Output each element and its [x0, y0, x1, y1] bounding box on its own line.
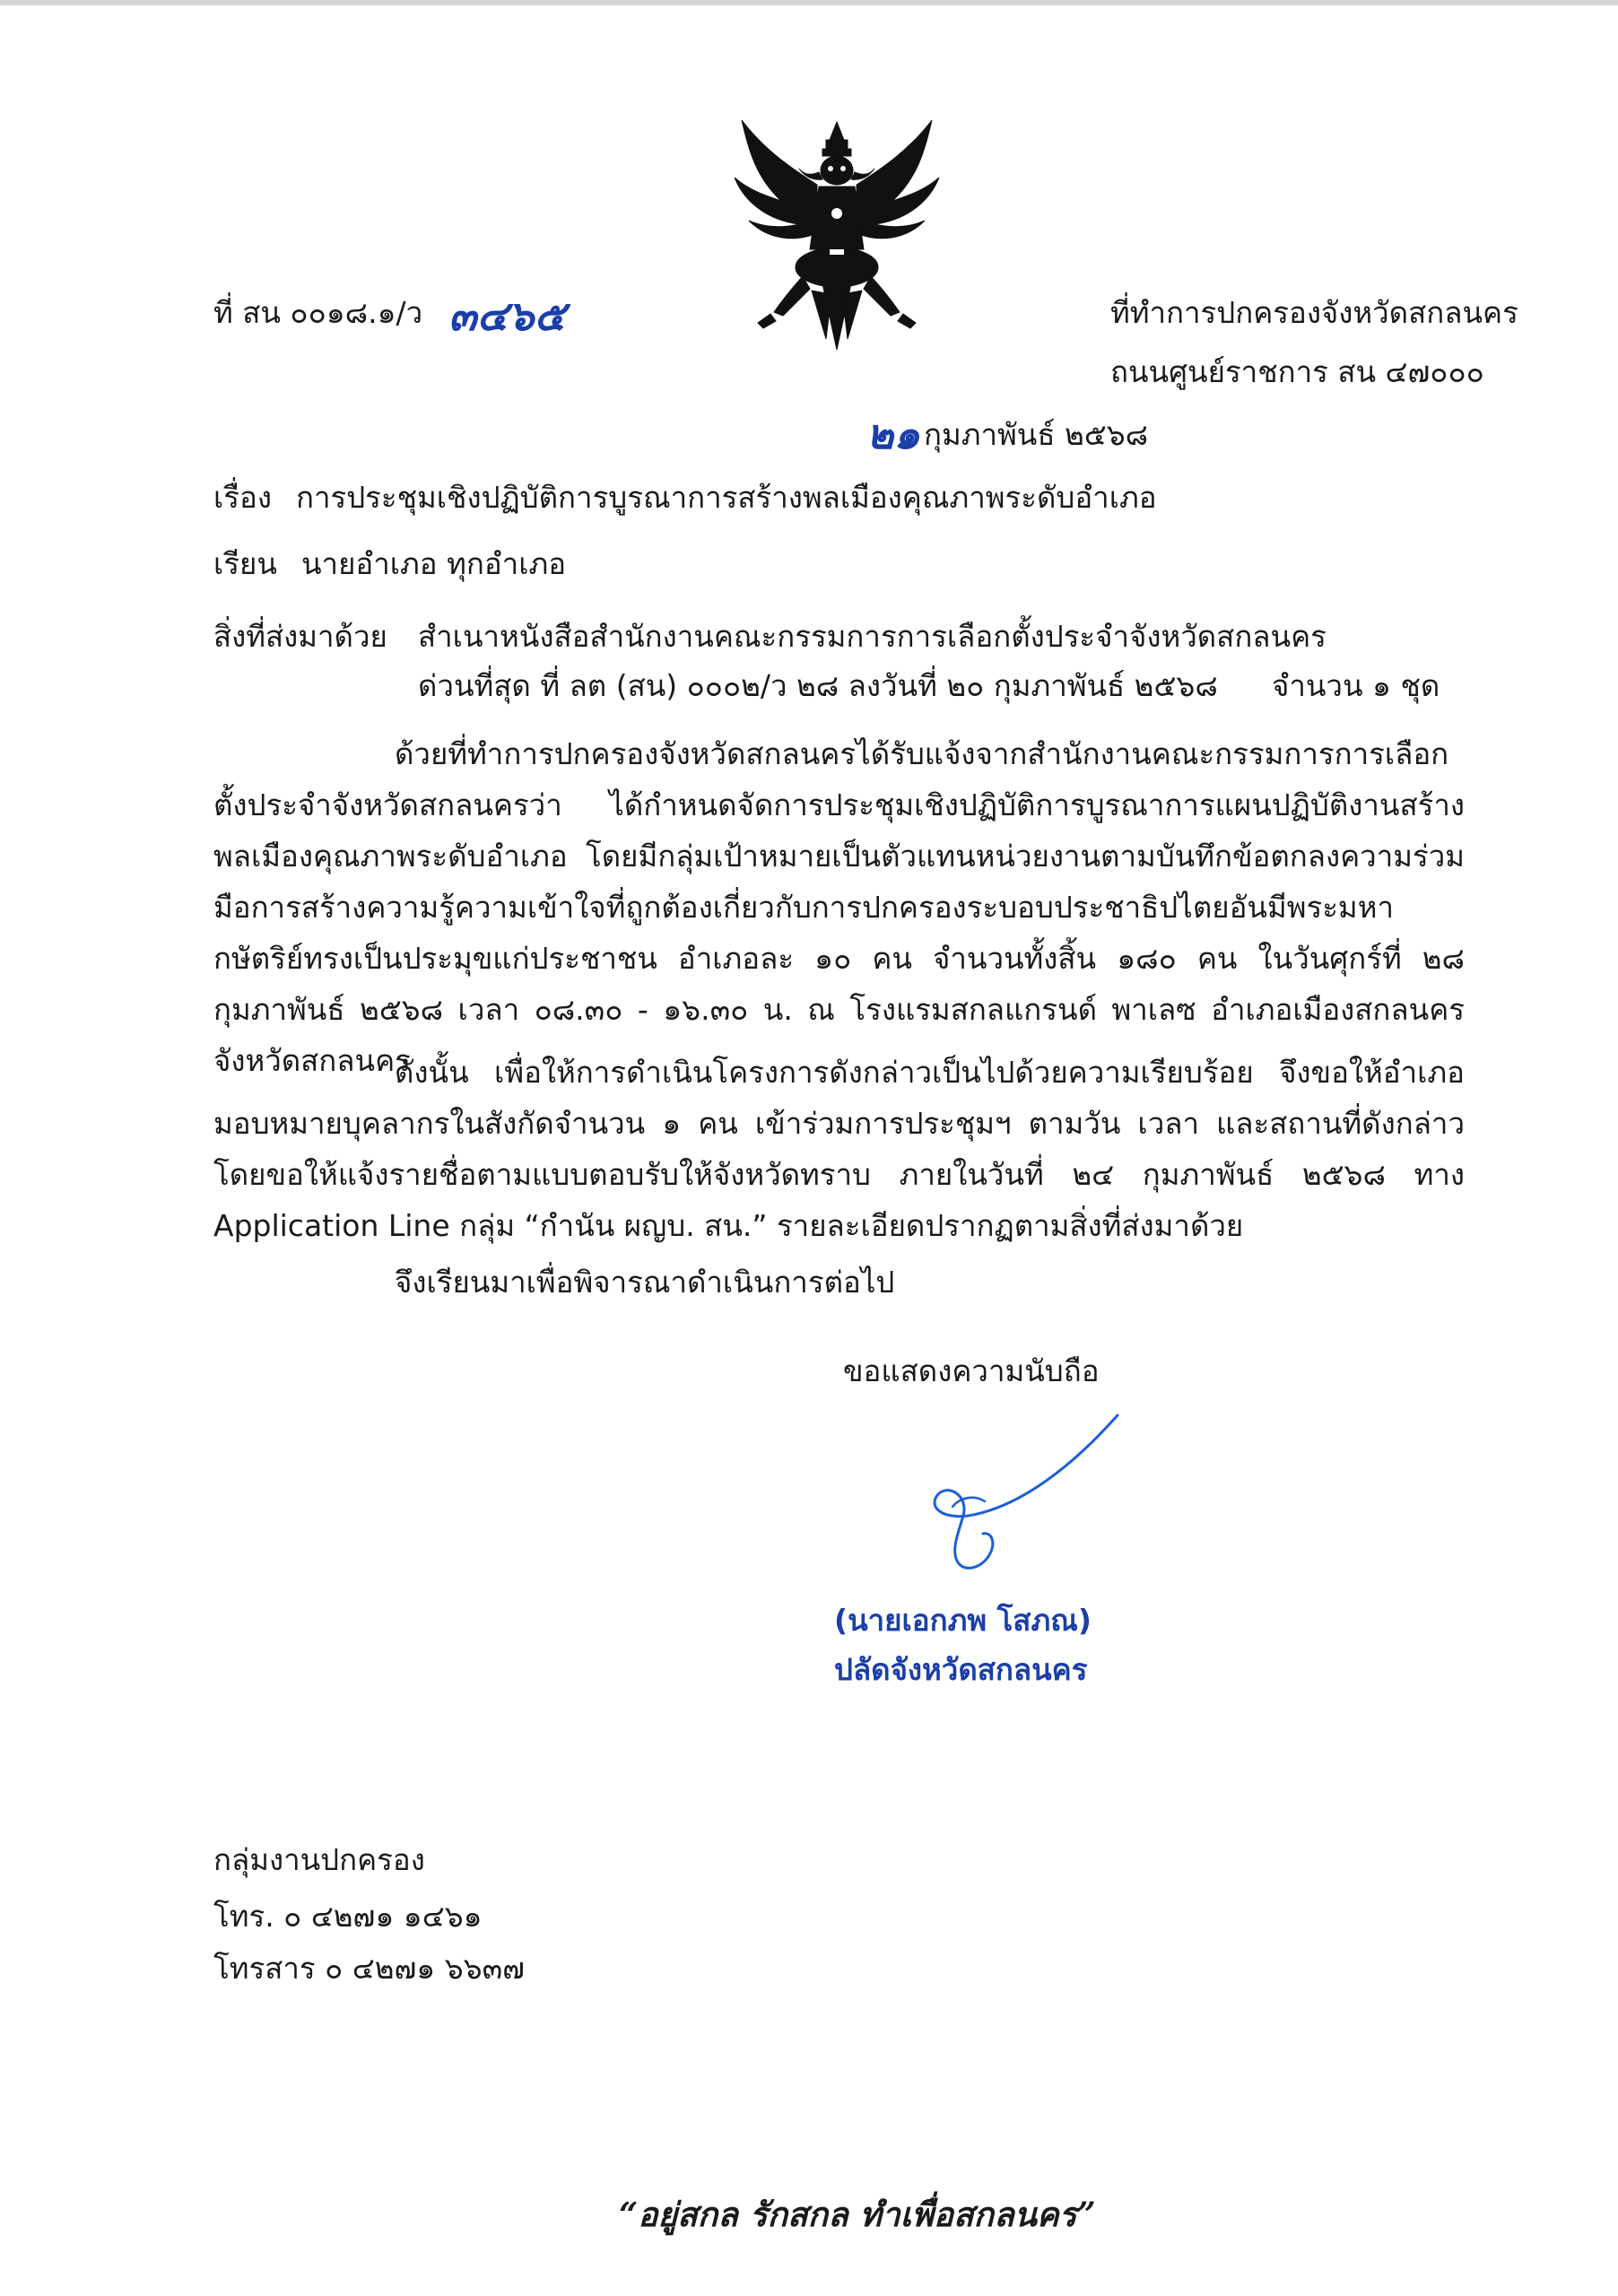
scan-edge — [0, 0, 1618, 5]
telephone-number: โทร. ๐ ๔๒๗๑ ๑๔๖๑ — [213, 1899, 483, 1934]
subject-label: เรื่อง — [213, 480, 272, 515]
signatory-name: (นายเอกภพ โสภณ) — [834, 1603, 1092, 1638]
enclosure-line2: ด่วนที่สุด ที่ ลต (สน) ๐๐๐๒/ว ๒๘ ลงวันที่ ๒๐ กุมภาพันธ์ ๒๕๖๘ — [418, 668, 1218, 703]
enclosure-label: สิ่งที่ส่งมาด้วย — [213, 619, 387, 654]
office-address-line1: ที่ทำการปกครองจังหวัดสกลนคร — [1110, 295, 1518, 330]
signatory-position: ปลัดจังหวัดสกลนคร — [834, 1652, 1088, 1687]
garuda-emblem-icon — [729, 115, 944, 357]
reference-number-stamp: ๓๔๖๕ — [448, 291, 566, 340]
department-name: กลุ่มงานปกครอง — [213, 1842, 425, 1877]
enclosure-line1: สำเนาหนังสือสำนักงานคณะกรรมการการเลือกตั้งประจำจังหวัดสกลนคร — [418, 619, 1327, 654]
date-month-year: กุมภาพันธ์ ๒๕๖๘ — [924, 417, 1149, 452]
date-day-handwritten: ๒๑ — [866, 410, 920, 458]
enclosure-count: จำนวน ๑ ชุด — [1272, 668, 1440, 703]
office-address-line2: ถนนศูนย์ราชการ สน ๔๗๐๐๐ — [1110, 354, 1484, 389]
provincial-motto: “อยู่สกล รักสกล ทำเพื่อสกลนคร” — [619, 2195, 1096, 2234]
body-paragraph-1-text: ด้วยที่ทำการปกครองจังหวัดสกลนครได้รับแจ้งจากสำนักงานคณะกรรมการการเลือกตั้งประจำจังหวัดสกลนครว่า ได้กำหนดจัดการประชุมเชิงปฏิบัติการบูรณาการแผนปฏิบัติงานสร้างพลเมืองคุณภาพระดับอำเภอ โดยมีกลุ่มเป้าหมายเป็นตัวแทนหน่วยงานตามบันทึกข้อตกลงความร่วมมือการสร้างความรู้ความเข้าใจที่ถูกต้องเกี่ยวกับการปกครองระบอบประชาธิปไตยอันมีพระมหากษัตริย์ทรงเป็นประมุขแก่ประชาชน อำเภอละ ๑๐ คน จำนวนทั้งสิ้น ๑๘๐ คน ในวันศุกร์ที่ ๒๘ กุมภาพันธ์ ๒๕๖๘ เวลา ๐๘.๓๐ - ๑๖.๓๐ น. ณ โรงแรมสกลแกรนด์ พาเลซ อำเภอเมืองสกลนคร จังหวัดสกลนคร — [213, 736, 1465, 1078]
body-paragraph-2-text: ดังนั้น เพื่อให้การดำเนินโครงการดังกล่าวเป็นไปด้วยความเรียบร้อย จึงขอให้อำเภอมอบหมายบุคลากรในสังกัดจำนวน ๑ คน เข้าร่วมการประชุมฯ ตามวัน เวลา และสถานที่ดังกล่าว โดยขอให้แจ้งรายชื่อตามแบบตอบรับให้จังหวัดทราบ ภายในวันที่ ๒๔ กุมภาพันธ์ ๒๕๖๘ ทาง Application Line กลุ่ม “กำนัน ผญบ. สน.” รายละเอียดปรากฏตามสิ่งที่ส่งมาด้วย — [213, 1055, 1465, 1243]
reference-number-label: ที่ สน ๐๐๑๘.๑/ว — [213, 295, 423, 330]
body-paragraph-3: จึงเรียนมาเพื่อพิจารณาดำเนินการต่อไป — [395, 1265, 895, 1300]
signature-icon — [906, 1408, 1130, 1587]
body-paragraph-1 — [213, 728, 1465, 1086]
body-paragraph-2 — [213, 1047, 1465, 1251]
closing-salutation: ขอแสดงความนับถือ — [843, 1353, 1100, 1388]
fax-number: โทรสาร ๐ ๔๒๗๑ ๖๖๓๗ — [213, 1951, 525, 1986]
recipient-text: นายอำเภอ ทุกอำเภอ — [301, 546, 567, 581]
subject-text: การประชุมเชิงปฏิบัติการบูรณาการสร้างพลเมืองคุณภาพระดับอำเภอ — [296, 480, 1157, 515]
recipient-label: เรียน — [213, 546, 277, 581]
